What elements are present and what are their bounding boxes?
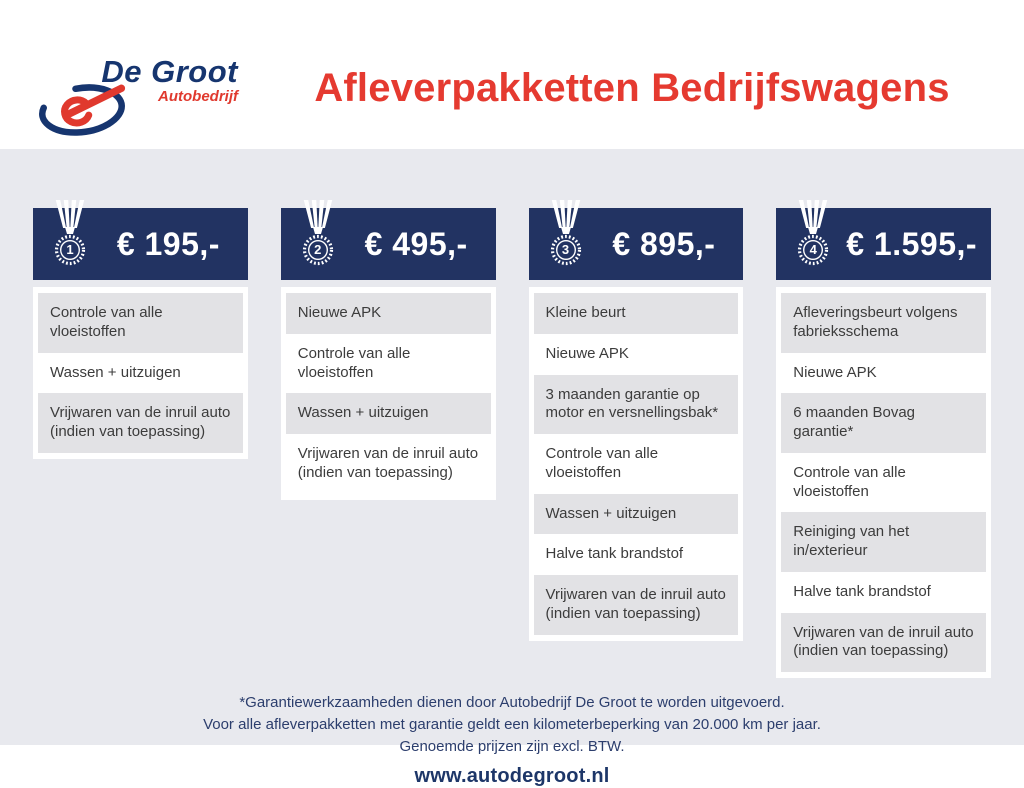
content-area [0,149,1024,788]
feature-item: Nieuwe APK [534,334,739,375]
package-header [529,208,744,280]
website-url[interactable]: www.autodegroot.nl [414,765,610,788]
package-header [33,208,248,280]
medal-number: 4 [809,242,817,257]
feature-item: Wassen + uitzuigen [38,353,243,394]
package-price: € 195,- [116,225,220,262]
package-card-1 [33,208,248,459]
medal-icon [47,200,93,268]
feature-item: Halve tank brandstof [781,572,986,613]
feature-item: 3 maanden garantie op motor en versnellingsbak* [534,375,739,435]
brand-subtitle: Autobedrijf [158,88,238,105]
package-price: € 495,- [364,225,468,262]
feature-list [776,287,991,678]
feature-list [281,287,496,500]
disclaimer [33,692,991,757]
package-price: € 1.595,- [846,225,978,262]
feature-item: Nieuwe APK [286,293,491,334]
feature-item: Vrijwaren van de inruil auto (indien van toepassing) [286,434,491,494]
package-card-2 [281,208,496,500]
feature-item: 6 maanden Bovag garantie* [781,393,986,453]
disclaimer-line: Genoemde prijzen zijn excl. BTW. [399,737,625,755]
feature-item: Wassen + uitzuigen [286,393,491,434]
feature-item: Afleveringsbeurt volgens fabrieksschema [781,293,986,353]
feature-item: Halve tank brandstof [534,534,739,575]
feature-item: Wassen + uitzuigen [534,494,739,535]
brand-text [101,56,238,104]
feature-item: Reiniging van het in/exterieur [781,512,986,572]
medal-number: 2 [314,242,322,257]
feature-item: Vrijwaren van de inruil auto (indien van toepassing) [38,393,243,453]
feature-item: Controle van alle vloeistoffen [781,453,986,513]
disclaimer-line: Voor alle afleverpakketten met garantie geldt een kilometerbeperking van 20.000 km per jaar. [203,715,821,733]
feature-item: Controle van alle vloeistoffen [534,434,739,494]
feature-item: Kleine beurt [534,293,739,334]
brand-name: De Groot [101,54,238,89]
package-card-4 [776,208,991,678]
disclaimer-line: *Garantiewerkzaamheden dienen door Autobedrijf De Groot te worden uitgevoerd. [239,694,785,711]
feature-item: Vrijwaren van de inruil auto (indien van toepassing) [534,575,739,635]
package-price: € 895,- [612,225,716,262]
package-columns [33,208,991,678]
medal-icon [295,200,341,268]
feature-item: Controle van alle vloeistoffen [286,334,491,394]
package-card-3 [529,208,744,641]
feature-item: Vrijwaren van de inruil auto (indien van toepassing) [781,613,986,673]
feature-item: Nieuwe APK [781,353,986,394]
feature-list [529,287,744,641]
medal-number: 1 [66,242,74,257]
feature-item: Controle van alle vloeistoffen [38,293,243,353]
feature-list [33,287,248,459]
medal-icon [543,200,589,268]
package-header [776,208,991,280]
page-header [0,0,1024,149]
medal-icon [790,200,836,268]
medal-number: 3 [561,242,570,257]
brand-logo [36,46,238,140]
page-title: Afleverpakketten Bedrijfswagens [314,66,950,110]
package-header [281,208,496,280]
